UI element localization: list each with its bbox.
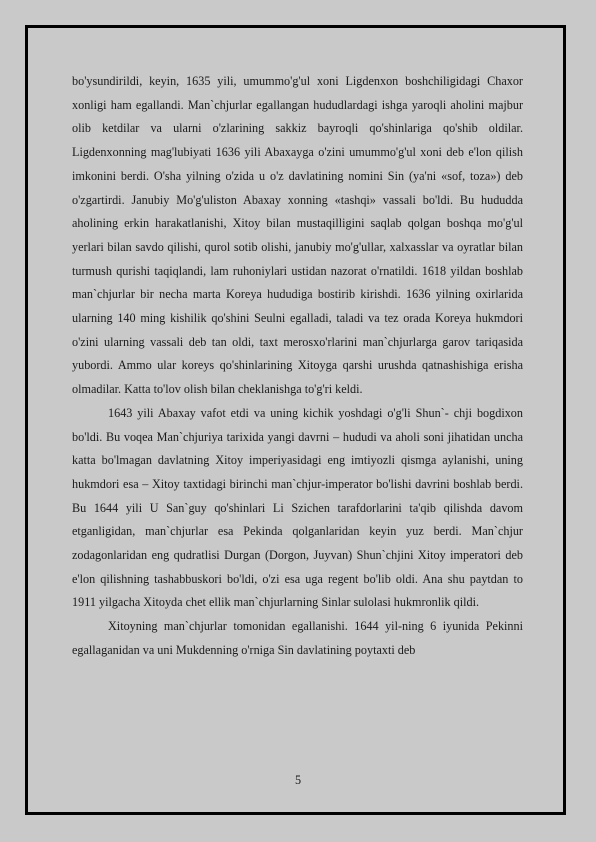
page-number: 5	[294, 773, 302, 787]
document-body	[72, 70, 523, 663]
paragraph-1: bo'ysundirildi, keyin, 1635 yili, umummo'g'ul xoni Ligdenxon boshchiligidagi Chaxor xonligi ham egallandi. Man`chjurlar egallangan hududlardagi ishga yaroqli aholini majbur olib ketdilar va ularni o'zlarining sakkiz bayroqli qo'shinlariga qo'shib oldilar. Ligdenxonning mag'lubiyati 1636 yili Abaxayga o'zini umummo'g'ul xoni deb e'lon qilish imkonini berdi. O'sha yilning o'zida u o'z davlatining nomini Sin (ya'ni «sof, toza») deb o'zgartirdi. Janubiy Mo'g'uliston Abaxay xonning «tashqi» vassali bo'ldi. Bu hududda aholining erkin harakatlanishi, Xitoy bilan mustaqilligini saqlab qolgan boshqa mo'g'ul yerlari bilan savdo qilishi, qurol sotib olishi, janubiy mo'g'ullar, xalxasslar va oyratlar bilan turmush qurishi taqiqlandi, lam ruhoniylari ustidan nazorat o'rnatildi. 1618 yildan boshlab man`chjurlar bir necha marta Koreya hududiga bostirib kirishdi. 1636 yilning oxirlarida ularning 140 ming kishilik qo'shini Seulni egalladi, taladi va tez orada Koreya hukmdori o'zini ularning vassali deb tan oldi, taxt merosxo'rlarini man`chjurlarga garov tariqasida yubordi. Ammo ular koreys qo'shinlarining Xitoyga qarshi urushda qatnashishiga erisha olmadilar. Katta to'lov olish bilan cheklanishga to'g'ri keldi.	[72, 74, 523, 397]
paragraph-3: Xitoyning man`chjurlar tomonidan egallanishi. 1644 yil-ning 6 iyunida Pekinni egallaganidan va uni Mukdenning o'rniga Sin davlatining poytaxti deb	[72, 619, 523, 657]
paragraph-2: 1643 yili Abaxay vafot etdi va uning kichik yoshdagi o'g'li Shun`- chji bogdixon bo'ldi. Bu voqea Man`chjuriya tarixida yangi davrni – hududi va aholi soni jihatidan uncha katta bo'lmagan davlatning Xitoy imperiyasidagi eng imtiyozli qismga aylanishi, uning hukmdori esa – Xitoy taxtidagi birinchi man`chjur-imperator bo'lishi davrini boshlab berdi. Bu 1644 yili U San`guy qo'shinlari Li Szichen tarafdorlarini ta'qib qilishda davom etganligidan, man`chjurlar esa Pekinda qolganlaridan keyin yuz berdi. Man`chjur zodagonlaridan eng qudratlisi Durgan (Dorgon, Juyvan) Shun`chjini Xitoy imperatori deb e'lon qilishning tashabbuskori bo'ldi, o'zi esa uga regent bo'lib oldi. Ana shu paytdan to 1911 yilgacha Xitoyda chet ellik man`chjurlarning Sinlar sulolasi hukmronlik qildi.	[72, 405, 523, 610]
